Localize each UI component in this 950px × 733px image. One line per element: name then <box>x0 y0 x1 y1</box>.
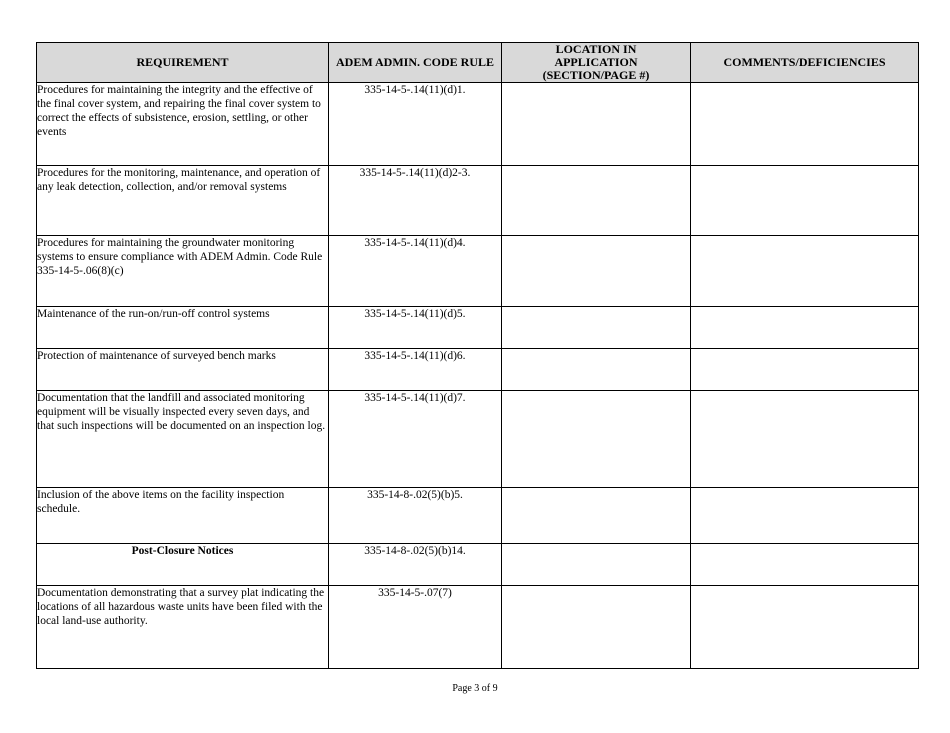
requirement-cell: Protection of maintenance of surveyed bench marks <box>37 349 329 391</box>
rule-cell: 335-14-5-.14(11)(d)4. <box>329 236 502 307</box>
requirement-cell: Procedures for the monitoring, maintenance, and operation of any leak detection, collection, and/or removal systems <box>37 166 329 236</box>
header-rule: ADEM ADMIN. CODE RULE <box>329 43 502 83</box>
rule-cell: 335-14-5-.07(7) <box>329 586 502 669</box>
requirement-cell: Documentation that the landfill and associated monitoring equipment will be visually inspected every seven days, and that such inspections will be documented on an inspection log. <box>37 391 329 488</box>
comments-cell <box>691 236 919 307</box>
location-cell <box>502 544 691 586</box>
header-comments: COMMENTS/DEFICIENCIES <box>691 43 919 83</box>
rule-cell: 335-14-5-.14(11)(d)1. <box>329 83 502 166</box>
table-row <box>37 236 919 307</box>
comments-cell <box>691 349 919 391</box>
table-row <box>37 586 919 669</box>
rule-cell: 335-14-8-.02(5)(b)5. <box>329 488 502 544</box>
section-heading-cell: Post-Closure Notices <box>37 544 329 586</box>
location-cell <box>502 307 691 349</box>
location-cell <box>502 586 691 669</box>
rule-cell: 335-14-5-.14(11)(d)5. <box>329 307 502 349</box>
location-cell <box>502 488 691 544</box>
header-row <box>37 43 919 83</box>
rule-cell: 335-14-5-.14(11)(d)2-3. <box>329 166 502 236</box>
location-cell <box>502 83 691 166</box>
requirement-cell: Documentation demonstrating that a survey plat indicating the locations of all hazardous waste units have been filed with the local land-use authority. <box>37 586 329 669</box>
table-row <box>37 307 919 349</box>
location-cell <box>502 166 691 236</box>
comments-cell <box>691 586 919 669</box>
requirement-cell: Procedures for maintaining the groundwater monitoring systems to ensure compliance with ADEM Admin. Code Rule 335-14-5-.06(8)(c) <box>37 236 329 307</box>
location-cell <box>502 391 691 488</box>
rule-cell: 335-14-5-.14(11)(d)6. <box>329 349 502 391</box>
requirements-table <box>36 42 919 669</box>
requirement-cell: Maintenance of the run-on/run-off control systems <box>37 307 329 349</box>
table-row <box>37 83 919 166</box>
page-number: Page 3 of 9 <box>452 683 498 694</box>
table-row <box>37 488 919 544</box>
rule-cell: 335-14-8-.02(5)(b)14. <box>329 544 502 586</box>
comments-cell <box>691 391 919 488</box>
requirement-cell: Inclusion of the above items on the facility inspection schedule. <box>37 488 329 544</box>
location-cell <box>502 349 691 391</box>
table-row <box>37 166 919 236</box>
comments-cell <box>691 544 919 586</box>
rule-cell: 335-14-5-.14(11)(d)7. <box>329 391 502 488</box>
location-cell <box>502 236 691 307</box>
table-row <box>37 391 919 488</box>
comments-cell <box>691 488 919 544</box>
comments-cell <box>691 307 919 349</box>
comments-cell <box>691 83 919 166</box>
table-row <box>37 349 919 391</box>
header-location: LOCATION IN APPLICATION (SECTION/PAGE #) <box>502 43 691 83</box>
requirement-cell: Procedures for maintaining the integrity and the effective of the final cover system, and repairing the final cover system to correct the effects of subsistence, erosion, settling, or other events <box>37 83 329 166</box>
comments-cell <box>691 166 919 236</box>
header-requirement: REQUIREMENT <box>37 43 329 83</box>
table-row <box>37 544 919 586</box>
